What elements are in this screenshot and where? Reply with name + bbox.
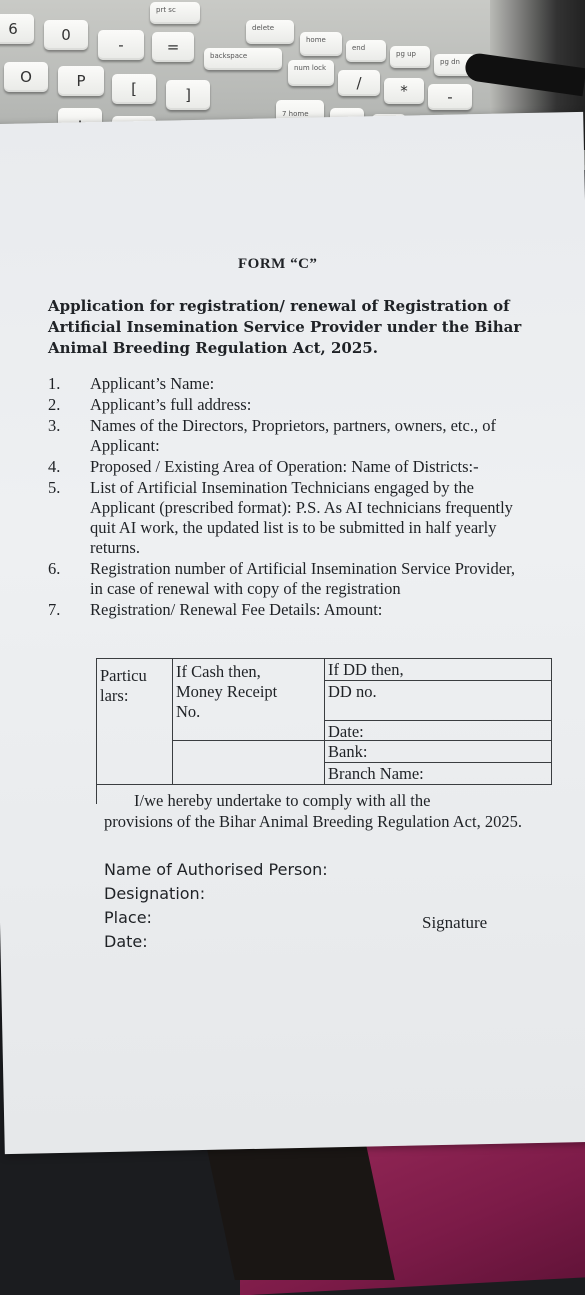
key: pg dn <box>434 54 476 76</box>
date-label: Date: <box>104 932 148 951</box>
key: - <box>428 84 472 110</box>
branch-name-label: Branch Name: <box>328 764 424 783</box>
form-items <box>48 374 528 621</box>
place-label: Place: <box>104 908 152 927</box>
key: delete <box>246 20 294 44</box>
key: 0 <box>44 20 88 50</box>
authorised-person-label: Name of Authorised Person: <box>104 860 328 879</box>
key: backspace <box>204 48 282 70</box>
form-item: 1. Applicant’s Name: <box>48 374 215 393</box>
key: ] <box>166 80 210 110</box>
fee-details-table <box>96 658 552 804</box>
form-item: 5. List of Artificial Insemination Technicians engaged by the Applicant (prescribed format): P.S. As AI technicians frequently quit AI work, the updated list is to be submitted in half yearly returns. <box>48 478 513 557</box>
designation-label: Designation: <box>104 884 206 903</box>
key: pg up <box>390 46 430 68</box>
particulars-label: Particu lars: <box>100 666 147 705</box>
undertaking: I/we hereby undertake to comply with all the provisions of the Bihar Animal Breeding Regulation Act, 2025. <box>104 791 522 831</box>
key: - <box>98 30 144 60</box>
date-label: Date: <box>328 722 364 741</box>
key: = <box>152 32 194 62</box>
form-item: 2. Applicant’s full address: <box>48 395 252 414</box>
table-border <box>324 658 325 784</box>
form-title: FORM “C” <box>238 256 318 272</box>
table-border <box>551 658 552 784</box>
form-paper <box>0 112 585 1154</box>
key: 6 <box>0 14 34 44</box>
form-item: 4. Proposed / Existing Area of Operation: Name of Districts:- <box>48 457 479 476</box>
bank-label: Bank: <box>328 742 368 761</box>
key: / <box>338 70 380 96</box>
table-border <box>324 720 552 721</box>
key: P <box>58 66 104 96</box>
form-content <box>0 118 585 1148</box>
table-border <box>324 762 552 763</box>
signatory-details <box>104 858 328 954</box>
key: prt sc <box>150 2 200 24</box>
form-item: 7. Registration/ Renewal Fee Details: Amount: <box>48 600 383 619</box>
key: 7 home <box>276 100 324 134</box>
form-item: 3. Names of the Directors, Proprietors, partners, owners, etc., of Applicant: <box>48 416 496 455</box>
form-heading: Application for registration/ renewal of Registration of Artificial Insemination Service Provider under the Bihar Animal Breeding Regulation Act, 2025. <box>48 297 522 357</box>
key: num lock <box>288 60 334 86</box>
signature-label: Signature <box>422 913 488 932</box>
table-border <box>172 658 173 784</box>
key: [ <box>112 74 156 104</box>
key: end <box>346 40 386 62</box>
dark-surface <box>205 1140 395 1280</box>
table-border <box>96 658 97 804</box>
key: O <box>4 62 48 92</box>
key: * <box>384 78 424 104</box>
cash-label: If Cash then, Money Receipt No. <box>176 662 278 721</box>
table-border <box>96 784 552 785</box>
form-item: 6. Registration number of Artificial Insemination Service Provider, in case of renewal with copy of the registration <box>48 559 516 598</box>
key: home <box>300 32 342 56</box>
dd-label: If DD then, DD no. <box>328 660 404 701</box>
